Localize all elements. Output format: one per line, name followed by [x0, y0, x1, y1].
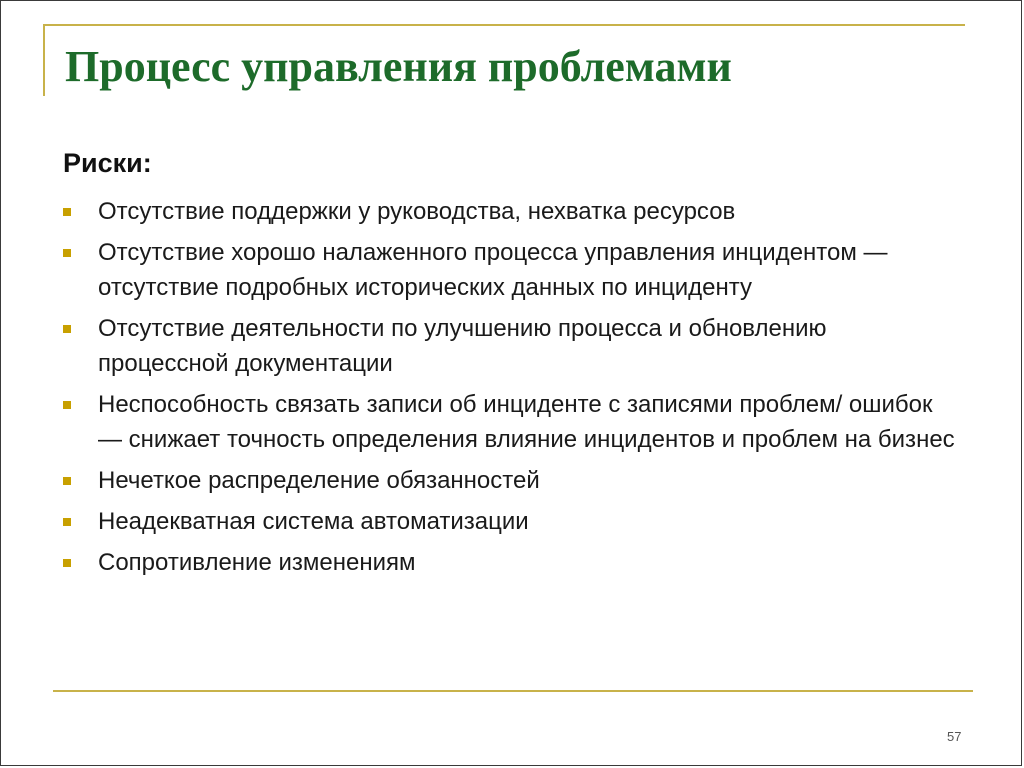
title-frame-left-rule: [43, 24, 45, 96]
bullet-text: Неадекватная система автоматизации: [98, 508, 529, 535]
square-bullet-icon: [63, 249, 71, 257]
bullet-item: [63, 311, 963, 381]
square-bullet-icon: [63, 325, 71, 333]
square-bullet-icon: [63, 559, 71, 567]
bullet-item: [63, 463, 963, 498]
bullet-text: Неспособность связать записи об инциденте с записями проблем/ ошибок — снижает точность определения влияние инцидентов и проблем на бизнес: [98, 391, 955, 453]
bullet-item: [63, 504, 963, 539]
square-bullet-icon: [63, 518, 71, 526]
bullet-text: Сопротивление изменениям: [98, 549, 416, 576]
page-number: 57: [947, 729, 962, 744]
bullet-item: [63, 194, 963, 229]
section-heading: Риски:: [63, 148, 152, 178]
bullet-text: Нечеткое распределение обязанностей: [98, 467, 540, 494]
square-bullet-icon: [63, 208, 71, 216]
slide-title: Процесс управления проблемами: [65, 42, 732, 91]
bullet-text: Отсутствие деятельности по улучшению процесса и обновлению процессной документации: [98, 315, 827, 377]
bullet-text: Отсутствие поддержки у руководства, нехватка ресурсов: [98, 198, 736, 225]
square-bullet-icon: [63, 401, 71, 409]
bullet-list: [63, 194, 963, 586]
footer-rule: [53, 690, 973, 692]
bullet-item: [63, 545, 963, 580]
bullet-text: Отсутствие хорошо налаженного процесса управления инцидентом — отсутствие подробных исторических данных по инциденту: [98, 239, 888, 301]
bullet-item: [63, 387, 963, 457]
square-bullet-icon: [63, 477, 71, 485]
title-frame-top-rule: [43, 24, 965, 26]
bullet-item: [63, 235, 963, 305]
